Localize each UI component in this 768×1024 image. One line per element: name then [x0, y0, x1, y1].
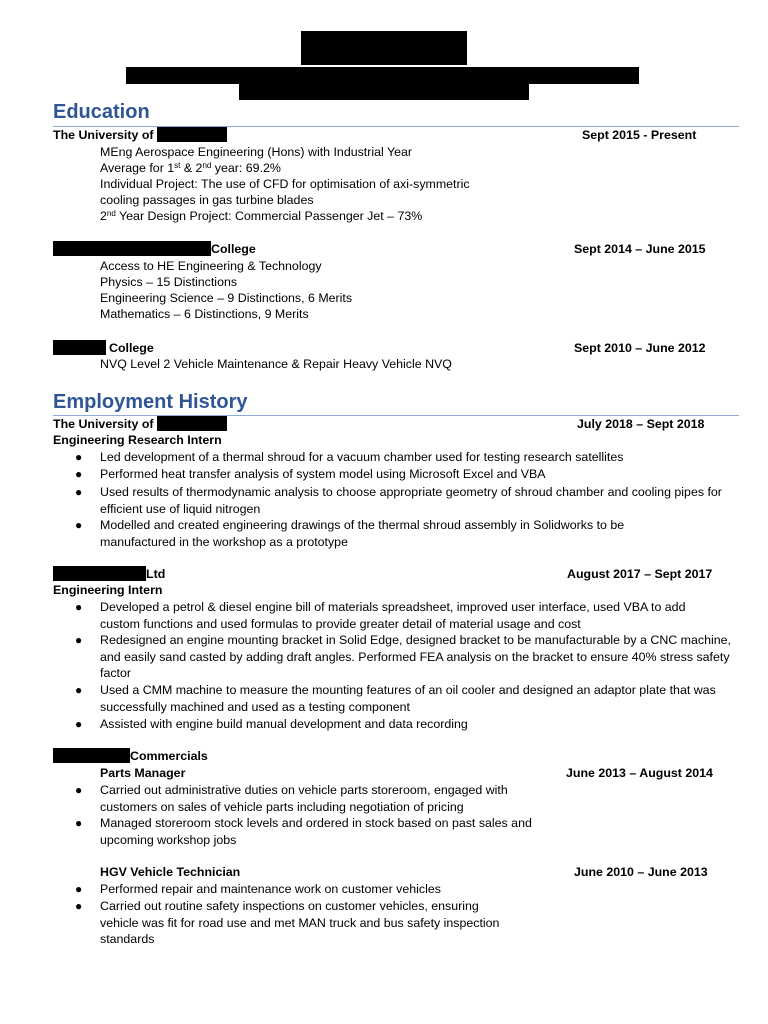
job-3-role-2-date: June 2010 – June 2013: [574, 865, 708, 879]
job-2-bullet-1: Developed a petrol & diesel engine bill of materials spreadsheet, improved user interface, used VBA to add custom functions and used formulas to provide greater detail of material usage and cost: [100, 600, 686, 631]
edu-2-line-2: Physics – 15 Distinctions: [100, 275, 238, 289]
bullet-icon: ●: [75, 882, 83, 896]
job-1-bullet-1: Led development of a thermal shroud for a vacuum chamber used for testing research satellites: [100, 450, 624, 464]
edu-1-institution: The University of: [53, 128, 154, 142]
job-3-role-2: HGV Vehicle Technician: [100, 865, 241, 879]
bullet-icon: ●: [75, 450, 83, 464]
edu-3-institution: College: [109, 341, 154, 355]
edu-1-average: Average for 1st & 2nd year: 69.2%: [100, 161, 281, 175]
job-2-role: Engineering Intern: [53, 583, 163, 597]
job-3-role-1-bullet-2: Managed storeroom stock levels and ordered in stock based on past sales and upcoming workshop jobs: [100, 816, 532, 847]
bullet-icon: ●: [75, 683, 83, 697]
bullet-icon: ●: [75, 467, 83, 481]
redacted-college-2: [53, 340, 106, 355]
redacted-name: [301, 31, 467, 65]
redacted-address: [126, 67, 639, 84]
job-1-date: July 2018 – Sept 2018: [577, 417, 705, 431]
bullet-icon: ●: [75, 600, 83, 614]
redacted-company: [53, 566, 146, 581]
job-3-role-1-date: June 2013 – August 2014: [566, 766, 713, 780]
redacted-university: [157, 127, 227, 142]
redacted-college-1: [53, 241, 211, 256]
redacted-commercials: [53, 748, 130, 763]
edu-3-date: Sept 2010 – June 2012: [574, 341, 706, 355]
edu-1-design-project: 2nd Year Design Project: Commercial Passenger Jet – 73%: [100, 209, 423, 223]
education-heading: Education: [53, 101, 150, 123]
job-3-role-2-bullet-1: Performed repair and maintenance work on customer vehicles: [100, 882, 441, 896]
job-3-employer: Commercials: [130, 749, 208, 763]
job-2-employer: Ltd: [146, 567, 166, 581]
job-1-employer: The University of: [53, 417, 154, 431]
job-2-bullet-3: Used a CMM machine to measure the mounting features of an oil cooler and designed an adaptor plate that was successfully machined and used as a testing component: [100, 683, 716, 714]
bullet-icon: ●: [75, 816, 83, 830]
edu-2-line-4: Mathematics – 6 Distinctions, 9 Merits: [100, 307, 309, 321]
job-3-role-2-bullet-2: Carried out routine safety inspections on customer vehicles, ensuring vehicle was fit for road use and met MAN truck and bus safety inspection standards: [100, 899, 500, 946]
edu-2-date: Sept 2014 – June 2015: [574, 242, 706, 256]
edu-1-date: Sept 2015 - Present: [582, 128, 697, 142]
bullet-icon: ●: [75, 518, 83, 532]
job-1-bullet-3: Used results of thermodynamic analysis to choose appropriate geometry of shroud chamber and cooling pipes for efficient use of liquid nitrogen: [100, 485, 722, 516]
edu-2-line-1: Access to HE Engineering & Technology: [100, 259, 322, 273]
bullet-icon: ●: [75, 633, 83, 647]
edu-2-institution: College: [211, 242, 256, 256]
edu-1-project-line-1: Individual Project: The use of CFD for optimisation of axi-symmetric: [100, 177, 470, 191]
bullet-icon: ●: [75, 717, 83, 731]
bullet-icon: ●: [75, 783, 83, 797]
job-3-role-1: Parts Manager: [100, 766, 186, 780]
redacted-contact: [239, 84, 529, 100]
edu-2-line-3: Engineering Science – 9 Distinctions, 6 Merits: [100, 291, 353, 305]
edu-1-project-line-2: cooling passages in gas turbine blades: [100, 193, 314, 207]
job-3-role-1-bullet-1: Carried out administrative duties on vehicle parts storeroom, engaged with customers on sales of vehicle parts including negotiation of pricing: [100, 783, 508, 814]
redacted-university-2: [157, 416, 227, 431]
job-2-bullet-2: Redesigned an engine mounting bracket in Solid Edge, designed bracket to be manufacturable by a CNC machine, and easily sand casted by adding draft angles. Performed FEA analysis on the bracket to ensure 40% stress safety factor: [100, 633, 731, 680]
job-1-bullet-2: Performed heat transfer analysis of system model using Microsoft Excel and VBA: [100, 467, 546, 481]
edu-3-line-1: NVQ Level 2 Vehicle Maintenance & Repair Heavy Vehicle NVQ: [100, 357, 452, 371]
bullet-icon: ●: [75, 485, 83, 499]
job-1-bullet-4: Modelled and created engineering drawings of the thermal shroud assembly in Solidworks to be manufactured in the workshop as a prototype: [100, 518, 625, 549]
edu-1-degree: MEng Aerospace Engineering (Hons) with Industrial Year: [100, 145, 413, 159]
job-1-role: Engineering Research Intern: [53, 433, 222, 447]
employment-heading: Employment History: [53, 391, 248, 413]
job-2-bullet-4: Assisted with engine build manual development and data recording: [100, 717, 468, 731]
bullet-icon: ●: [75, 899, 83, 913]
job-2-date: August 2017 – Sept 2017: [567, 567, 713, 581]
